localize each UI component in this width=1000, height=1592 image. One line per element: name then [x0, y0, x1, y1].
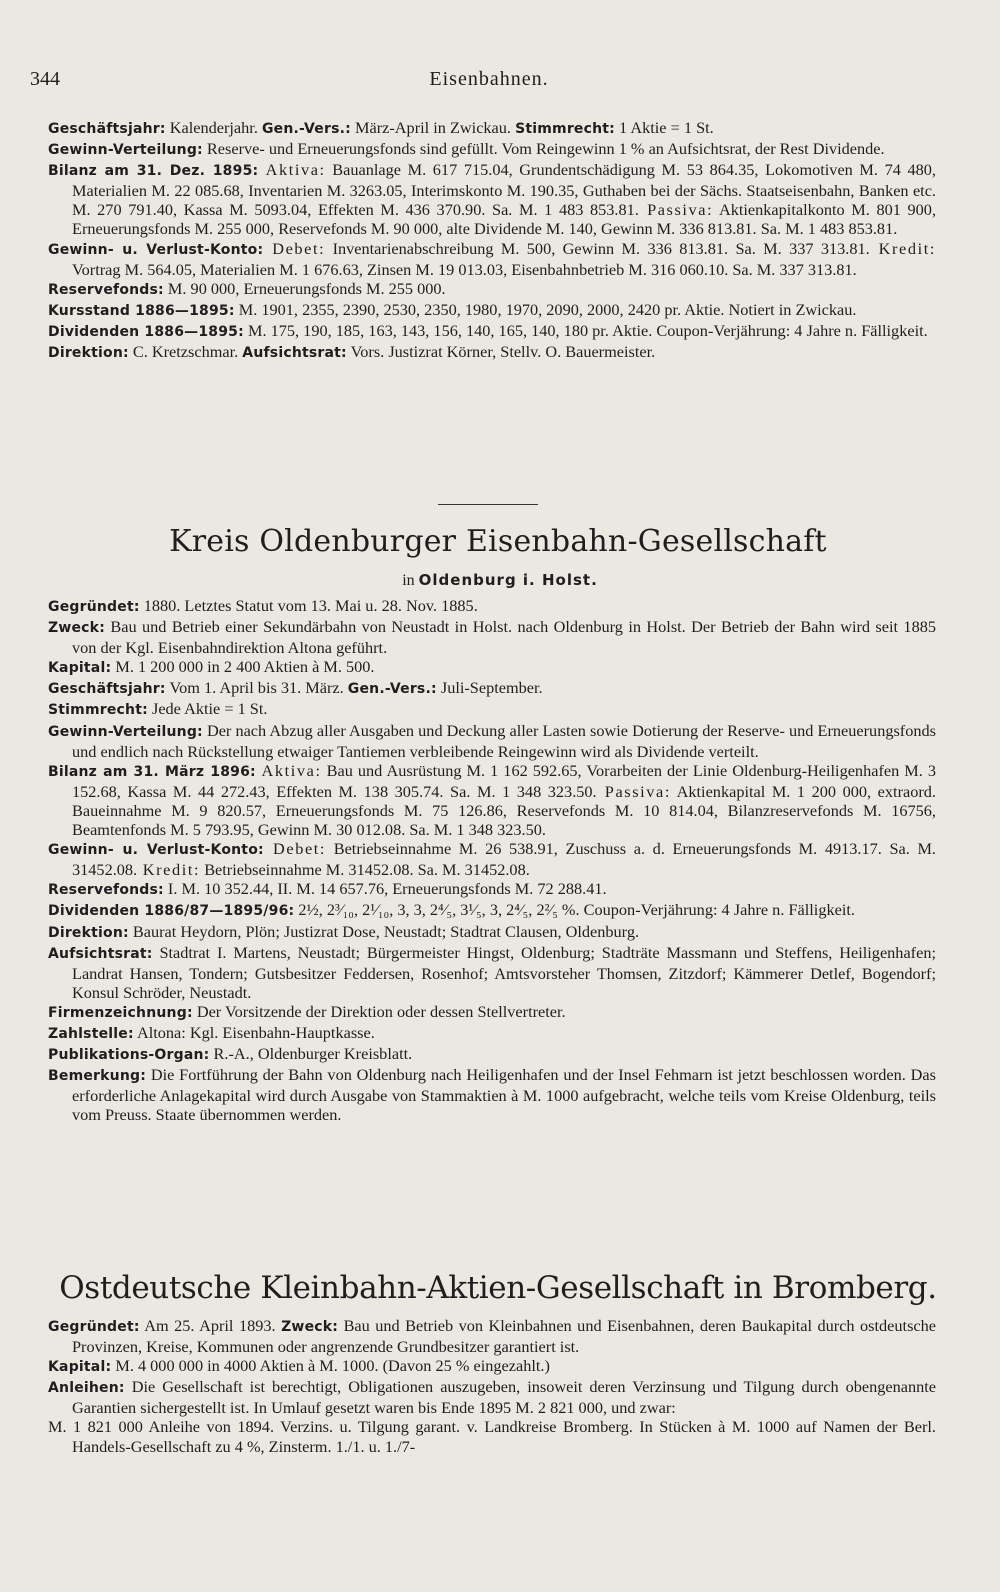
entry-key: Bilanz am 31. März 1896: — [48, 763, 256, 780]
entry-paragraph — [48, 922, 936, 943]
entry-key: Gen.-Vers.: — [261, 121, 351, 137]
entry-key: Dividenden 1886/87—1895/96: — [48, 903, 295, 920]
entry-key: Kapital: — [48, 1359, 112, 1376]
entry-subkey: Kredit: — [137, 860, 201, 880]
entry-text: Stadtrat I. Martens, Neustadt; Bürgermeister Hingst, Oldenburg; Stadträte Massmann und Steffens, Heiligenhafen; Landrat Hansen, Tondern; Gutsbesitzer Feddersen, Rosenhof; Amtsvorsteher Thomsen, Zitzdorf; Kämmerer Detlef, Bogendorf; Konsul Schröder, Neustadt. — [72, 942, 936, 1002]
page-number: 344 — [30, 68, 60, 90]
entry-subkey: Aktiva: — [255, 760, 322, 780]
entry-key: Publikations-Organ: — [48, 1047, 210, 1064]
entry-text: Vom 1. April bis 31. März. — [165, 678, 348, 698]
entry-text: M. 1 200 000 in 2 400 Aktien à M. 500. — [111, 657, 375, 677]
company-subtitle — [0, 571, 1000, 590]
entry-text: Bau und Betrieb von Kleinbahnen und Eisenbahnen, deren Baukapital durch ostdeutsche Provinzen, Kreise, Kommunen oder angrenzende Grundbesitzer garantiert ist. — [72, 1316, 937, 1357]
entry-paragraph — [48, 321, 936, 342]
entry-text: Am 25. April 1893. — [139, 1316, 282, 1335]
entry-text: März-April in Zwickau. — [350, 118, 516, 137]
entry-paragraph — [48, 239, 936, 279]
entry-key: Bilanz am 31. Dez. 1895: — [48, 163, 259, 180]
entry-paragraph — [48, 1023, 936, 1044]
entry-paragraph — [48, 1044, 936, 1065]
entry-key: Aufsichtsrat: — [242, 345, 347, 362]
entry-key: Reservefonds: — [48, 882, 164, 899]
entry-text: I. M. 10 352.44, II. M. 14 657.76, Erneuerungsfonds M. 72 288.41. — [163, 879, 607, 899]
entry-paragraph — [48, 160, 936, 238]
entry-key: Gewinn- u. Verlust-Konto: — [48, 842, 264, 859]
entry-text: M. 90 000, Erneuerungsfonds M. 255 000. — [163, 278, 446, 298]
entry-paragraph — [48, 657, 936, 678]
entry-text: R.-A., Oldenburger Kreisblatt. — [209, 1044, 413, 1064]
entry-paragraph — [48, 1377, 936, 1417]
entry-key: Gegründet: — [48, 599, 140, 615]
section-divider — [438, 504, 538, 505]
entry-text: Bau und Ausrüstung M. 1 162 592.65, Vorarbeiten der Linie Oldenburg-Heiligenhafen M. 3 152.68, Kassa M. 44 272.43, Effekten M. 138 305.74. Sa. M. 1 348 323.50. — [72, 760, 936, 801]
entry-key: Bemerkung: — [48, 1068, 147, 1085]
subtitle-prefix: in — [402, 572, 415, 589]
entry-text: Aktienkapitalkonto M. 801 900, Erneuerungsfonds M. 255 000, Reservefonds M. 90 000, alte Dividende M. 140, Gewinn M. 336 813.81. Sa. M. 1 483 853.81. — [72, 200, 937, 239]
entry-text: Reserve- und Erneuerungsfonds sind gefüllt. Vom Reingewinn 1 % an Aufsichtsrat, der Rest Dividende. — [202, 139, 885, 159]
entry-text: Inventarienabschreibung M. 500, Gewinn M. 336 813.81. Sa. M. 337 313.81. — [325, 238, 870, 258]
entry-paragraph — [48, 678, 936, 699]
entry-subkey: Debet: — [263, 839, 327, 859]
entry-key: Kapital: — [48, 660, 112, 677]
entry-key: Gegründet: — [48, 1319, 140, 1335]
company-title-kreis-oldenburger: Kreis Oldenburger Eisenbahn-Gesellschaft — [169, 524, 827, 559]
entry-paragraph — [48, 617, 936, 657]
entry-text: M. 1901, 2355, 2390, 2530, 2350, 1980, 1970, 2090, 2000, 2420 pr. Aktie. Notiert in Zwickau. — [234, 299, 857, 319]
entry-key: Kursstand 1886—1895: — [48, 302, 235, 319]
section-ostdeutsche-entries — [48, 1316, 936, 1456]
entry-key: Gen.-Vers.: — [347, 681, 437, 698]
entry-paragraph — [48, 596, 936, 617]
entry-text: Bauanlage M. 617 715.04, Grundentschädigung M. 53 864.35, Lokomotiven M. 74 480, Materialien M. 22 085.68, Inventarien M. 3263.05, Interimskonto M. 190.35, Guthaben bei der Sächs. Staatseisenbahn, Banken etc. M. 270 791.40, Kassa M. 5093.04, Effekten M. 436 370.90. Sa. M. 1 483 853.81. — [72, 160, 936, 220]
entry-paragraph — [48, 1417, 936, 1455]
entry-paragraph — [48, 1316, 936, 1356]
entry-text: Die Gesellschaft ist berechtigt, Obligationen auszugeben, insoweit deren Verzinsung und Tilgung durch obengenannte Garantien sichergestellt ist. In Umlauf gesetzt waren bis Ende 1895 M. 2 821 000, und zwar: — [72, 1377, 936, 1418]
entry-text: 2½, 2³⁄₁₀, 2¹⁄₁₀, 3, 3, 2⁴⁄₅, 3¹⁄₅, 3, 2⁴⁄₅, 2²⁄₅ %. Coupon-Verjährung: 4 Jahre n. Fälligkeit. — [294, 900, 855, 920]
entry-text: Vors. Justizrat Körner, Stellv. O. Bauermeister. — [346, 342, 656, 362]
entry-text: M. 1 821 000 Anleihe von 1894. Verzins. u. Tilgung garant. v. Landkreise Bromberg. In Stücken à M. 1000 auf Namen der Berl. Handels-Gesellschaft zu 4 %, Zinsterm. 1./1. u. 1./7- — [48, 1417, 936, 1456]
entry-key: Zweck: — [48, 620, 105, 637]
entry-paragraph — [48, 342, 936, 363]
entry-text: Aktienkapital M. 1 200 000, extraord. Baueinnahme M. 9 820.57, Erneuerungsfonds M. 75 126.86, Reservefonds M. 10 814.04, Bilanzreservefonds M. 16756, Beamtenfonds M. 5 793.95, Gewinn M. 30 012.08. Sa. M. 1 348 323.50. — [72, 781, 936, 840]
entry-paragraph — [48, 1356, 936, 1377]
entry-key: Direktion: — [48, 345, 129, 362]
entry-paragraph — [48, 139, 936, 160]
entry-text: M. 175, 190, 185, 163, 143, 156, 140, 165, 140, 180 pr. Aktie. Coupon-Verjährung: 4 Jahre n. Fälligkeit. — [243, 320, 928, 340]
entry-paragraph — [48, 761, 936, 839]
entry-key: Gewinn-Verteilung: — [48, 723, 203, 740]
entry-paragraph — [48, 118, 936, 139]
entry-text: Bau und Betrieb einer Sekundärbahn von Neustadt in Holst. nach Oldenburg in Holst. Der Betrieb der Bahn wird seit 1885 von der Kgl. Eisenbahndirektion Altona geführt. — [72, 617, 936, 658]
entry-paragraph — [48, 900, 936, 921]
entry-key: Reservefonds: — [48, 281, 164, 298]
entry-paragraph — [48, 879, 936, 900]
page-header — [30, 68, 948, 94]
entry-key: Dividenden 1886—1895: — [48, 323, 244, 340]
entry-text: 1 Aktie = 1 St. — [614, 118, 714, 137]
entry-paragraph — [48, 943, 936, 1002]
entry-text: Baurat Heydorn, Plön; Justizrat Dose, Neustadt; Stadtrat Clausen, Oldenburg. — [128, 921, 640, 941]
entry-key: Direktion: — [48, 924, 129, 941]
entry-text: Der nach Abzug aller Ausgaben und Deckung aller Lasten sowie Dotierung der Reserve- und Erneuerungsfonds und endlich nach Rückstellung etwaiger Tantiemen verbleibende Reingewinn wird als Dividende verteilt. — [72, 720, 936, 761]
entry-text: Der Vorsitzende der Direktion oder dessen Stellvertreter. — [192, 1001, 566, 1021]
entry-text: M. 4 000 000 in 4000 Aktien à M. 1000. (Davon 25 % eingezahlt.) — [111, 1356, 550, 1376]
entry-key: Anleihen: — [48, 1380, 125, 1397]
entry-text: Jede Aktie = 1 St. — [147, 699, 268, 719]
entry-text: Betriebseinnahme M. 31452.08. Sa. M. 31452.08. — [200, 860, 530, 880]
entry-paragraph — [48, 1065, 936, 1124]
subtitle-place: Oldenburg i. Holst. — [418, 571, 598, 589]
company-title-ostdeutsche-kleinbahn: Ostdeutsche Kleinbahn-Aktien-Gesellschaft in Bromberg. — [59, 1270, 937, 1306]
entry-key: Geschäftsjahr: — [48, 681, 166, 698]
running-title: Eisenbahnen. — [429, 68, 549, 90]
entry-text: Vortrag M. 564.05, Materialien M. 1 676.63, Zinsen M. 19 013.03, Eisenbahnbetrieb M. 316 060.10. Sa. M. 337 313.81. — [72, 259, 857, 279]
entry-key: Gewinn- u. Verlust-Konto: — [48, 241, 264, 258]
entry-key: Zahlstelle: — [48, 1025, 134, 1042]
entry-paragraph — [48, 699, 936, 720]
entry-key: Zweck: — [281, 1319, 339, 1335]
entry-key: Stimmrecht: — [515, 121, 615, 137]
entry-subkey: Passiva: — [638, 200, 714, 220]
entry-paragraph — [48, 279, 936, 300]
section-eisenbahn-entries — [48, 118, 936, 363]
entry-text: Altona: Kgl. Eisenbahn-Hauptkasse. — [133, 1022, 375, 1042]
entry-text: Betriebseinnahme M. 26 538.91, Zuschuss a. d. Erneuerungsfonds M. 4913.17. Sa. M. 31452.08. — [72, 839, 936, 880]
entry-text: 1880. Letztes Statut vom 13. Mai u. 28. Nov. 1885. — [139, 596, 478, 615]
entry-text: Die Fortführung der Bahn von Oldenburg nach Heiligenhafen und der Insel Fehmarn ist jetzt beschlossen worden. Das erforderliche Anlagekapital wird durch Ausgabe von Stammaktien à M. 1000 aufgebracht, welche teils vom Kreise Oldenburg, teils vom Preuss. Staate übernommen werden. — [72, 1065, 936, 1125]
entry-paragraph — [48, 839, 936, 879]
entry-paragraph — [48, 1002, 936, 1023]
entry-subkey: Debet: — [263, 238, 326, 258]
entry-subkey: Passiva: — [596, 781, 671, 801]
entry-text: C. Kretzschmar. — [128, 342, 243, 362]
entry-key: Firmenzeichnung: — [48, 1004, 193, 1021]
entry-paragraph — [48, 721, 936, 761]
section-kreis-oldenburger-entries — [48, 596, 936, 1124]
entry-text: Juli-September. — [436, 678, 543, 698]
entry-key: Stimmrecht: — [48, 702, 148, 719]
entry-subkey: Aktiva: — [258, 160, 326, 180]
entry-key: Geschäftsjahr: — [48, 121, 166, 137]
entry-key: Aufsichtsrat: — [48, 945, 153, 962]
entry-text: Kalenderjahr. — [165, 118, 262, 137]
entry-subkey: Kredit: — [869, 238, 936, 258]
entry-paragraph — [48, 300, 936, 321]
entry-key: Gewinn-Verteilung: — [48, 142, 203, 159]
